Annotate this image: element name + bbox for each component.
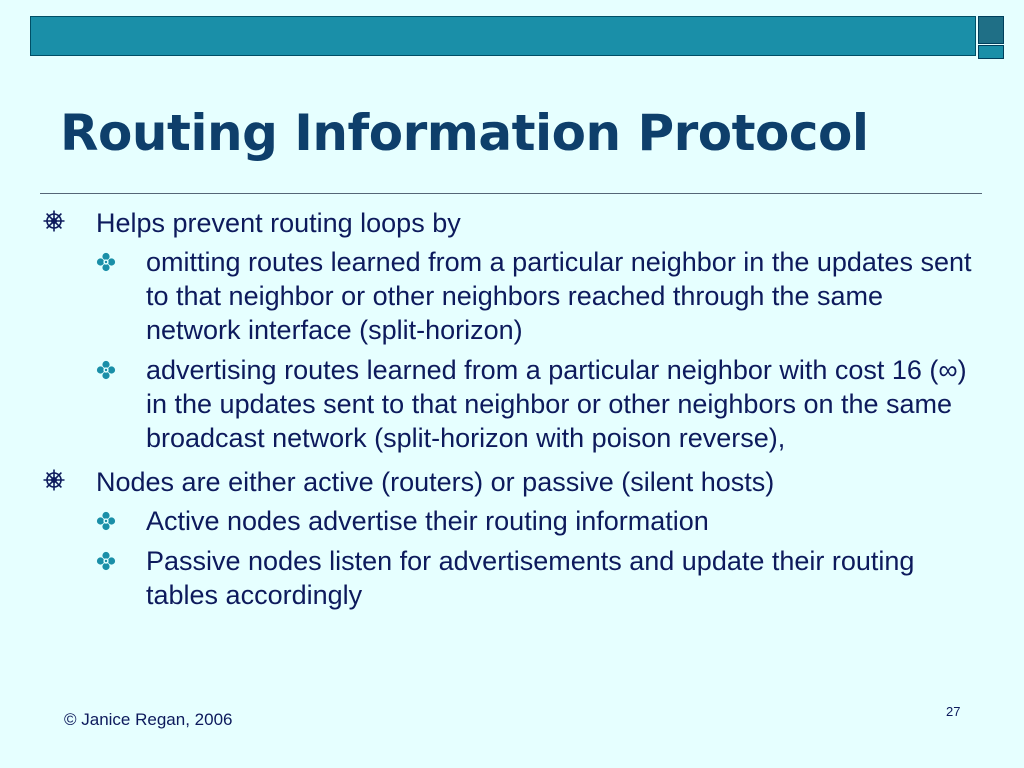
sub-bullet-item (96, 245, 976, 347)
bullet-text: Helps prevent routing loops by (96, 208, 461, 238)
slide-number: 27 (946, 704, 961, 719)
slide-title: Routing Information Protocol (60, 104, 869, 162)
flower-bullet-icon (96, 252, 116, 272)
ship-wheel-bullet-icon (42, 468, 66, 492)
sub-bullet-list (96, 245, 1024, 455)
bullet-item (0, 465, 1024, 612)
header-corner-square-bottom (978, 45, 1004, 59)
sub-bullet-text: advertising routes learned from a particular neighbor with cost 16 (∞) in the updates sent to that neighbor or other neighbors on the same broadcast network (split-horizon with poison reverse), (146, 355, 967, 453)
title-divider (40, 193, 982, 194)
flower-bullet-icon (96, 360, 116, 380)
sub-bullet-text: omitting routes learned from a particular neighbor in the updates sent to that neighbor or other neighbors reached through the same network interface (split-horizon) (146, 247, 972, 345)
ship-wheel-bullet-icon (42, 209, 66, 233)
sub-bullet-item (96, 353, 976, 455)
flower-bullet-icon (96, 551, 116, 571)
header-bar (30, 16, 976, 56)
flower-bullet-icon (96, 511, 116, 531)
sub-bullet-text: Active nodes advertise their routing information (146, 506, 709, 536)
sub-bullet-text: Passive nodes listen for advertisements and update their routing tables accordingly (146, 546, 915, 610)
sub-bullet-item (96, 544, 976, 612)
bullet-text: Nodes are either active (routers) or passive (silent hosts) (96, 467, 775, 497)
header-corner-square-top (978, 16, 1004, 44)
sub-bullet-item (96, 504, 976, 538)
footer-copyright: © Janice Regan, 2006 (64, 710, 233, 729)
sub-bullet-list (96, 504, 1024, 612)
slide-body (0, 206, 1024, 622)
bullet-item (0, 206, 1024, 455)
